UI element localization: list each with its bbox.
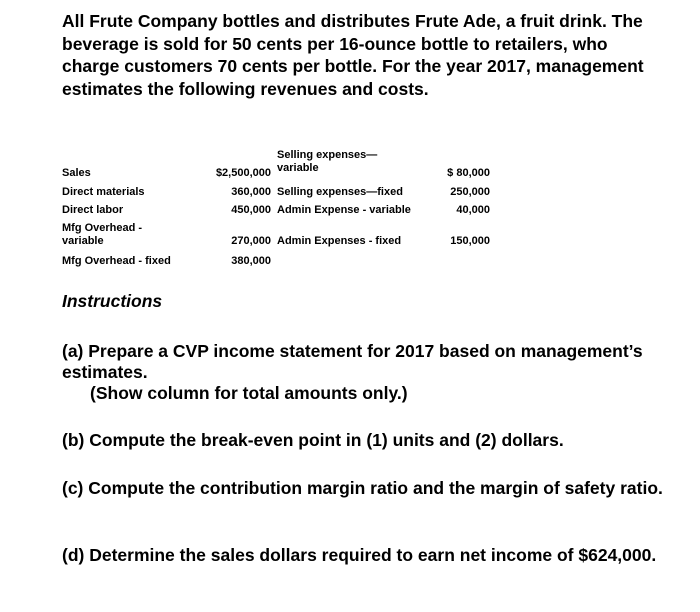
cost-value-mfg-overhead-variable: 270,000 — [231, 235, 271, 247]
instructions-heading: Instructions — [62, 291, 163, 311]
cost-label-selling-variable-line1: Selling expenses— — [277, 149, 378, 161]
cost-label-mfg-overhead-variable-line1: Mfg Overhead - — [62, 222, 143, 234]
cost-value-selling-variable: $ 80,000 — [447, 167, 490, 179]
problem-intro: All Frute Company bottles and distributes Frute Ade, a fruit drink. The beverage is sold for 50 cents per 16-ounce bottle to retailers, who charge customers 70 cents per bottle. For the year 2017, management estimates the following revenues and costs. — [62, 11, 644, 99]
cost-label-mfg-overhead-variable-line2: variable — [62, 235, 104, 247]
cost-label-direct-materials: Direct materials — [62, 186, 145, 198]
instruction-d: (d) Determine the sales dollars required to earn net income of $624,000. — [62, 545, 657, 565]
instruction-a-note: (Show column for total amounts only.) — [90, 383, 408, 403]
instruction-b: (b) Compute the break-even point in (1) units and (2) dollars. — [62, 430, 564, 450]
instruction-a — [62, 341, 672, 404]
instruction-c: (c) Compute the contribution margin ratio and the margin of safety ratio. — [62, 478, 663, 498]
cost-value-admin-variable: 40,000 — [456, 204, 490, 216]
cost-label-selling-variable-line2: variable — [277, 162, 319, 174]
cost-value-selling-fixed: 250,000 — [450, 186, 490, 198]
cost-label-admin-fixed: Admin Expenses - fixed — [277, 235, 402, 247]
cost-label-selling-fixed: Selling expenses—fixed — [277, 186, 403, 198]
cost-label-admin-variable: Admin Expense - variable — [277, 204, 411, 216]
cost-value-sales: $2,500,000 — [215, 167, 271, 179]
cost-value-mfg-overhead-fixed: 380,000 — [231, 255, 271, 267]
cost-value-admin-fixed: 150,000 — [450, 235, 490, 247]
instruction-a-text: (a) Prepare a CVP income statement for 2017 based on management’s estimates. — [62, 341, 643, 382]
cost-label-mfg-overhead-fixed: Mfg Overhead - fixed — [62, 255, 171, 267]
cost-value-direct-labor: 450,000 — [231, 204, 271, 216]
cost-label-sales: Sales — [62, 167, 91, 179]
cost-label-direct-labor: Direct labor — [62, 204, 124, 216]
cost-value-direct-materials: 360,000 — [231, 186, 271, 198]
